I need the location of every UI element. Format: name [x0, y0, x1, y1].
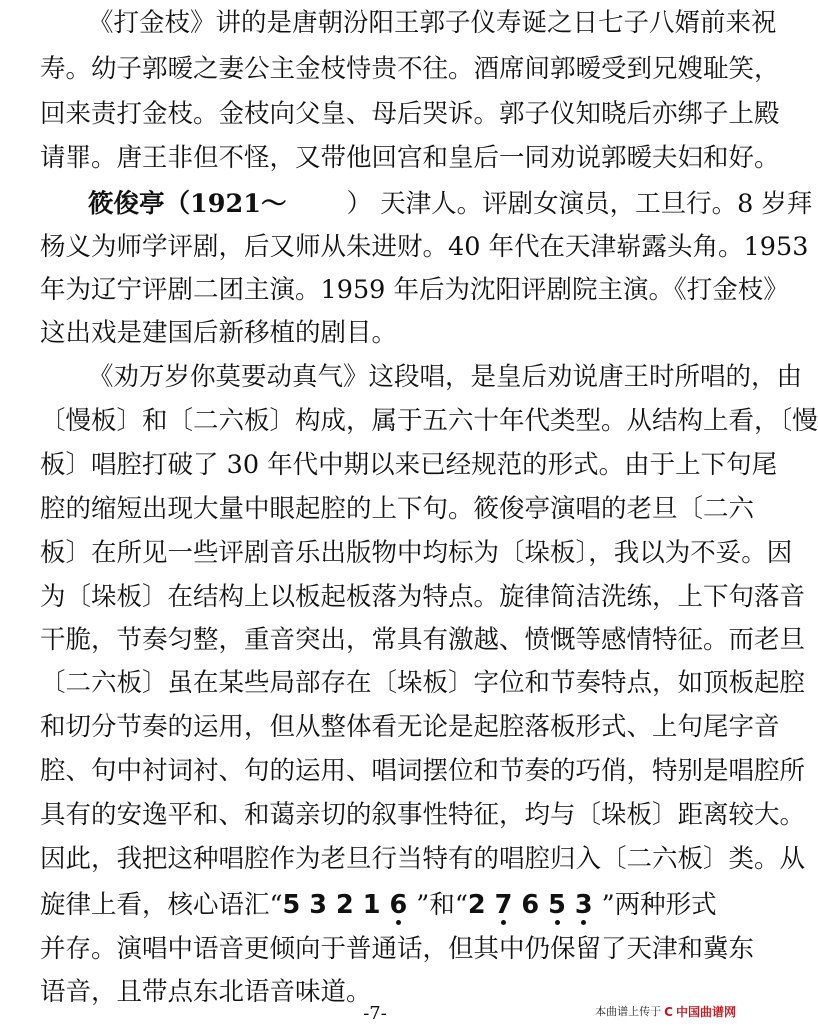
jianpu-digit: 1 [362, 890, 390, 920]
performer-name: 筱俊亭 [88, 189, 165, 219]
jianpu-digit: 5 [548, 890, 575, 920]
text-line: 板〕唱腔打破了 30 年代中期以来已经规范的形式。由于上下句尾 [40, 450, 778, 480]
text-line: 请罪。唐王非但不怪，又带他回宫和皇后一同劝说郭暧夫妇和好。 [40, 143, 780, 173]
motif-27653 [468, 890, 602, 920]
motif-27653-digits [468, 890, 602, 920]
text-line: 寿。幼子郭暧之妻公主金枝恃贵不往。酒席间郭暧受到兄嫂耻笑， [40, 54, 780, 84]
text-line: 这出戏是建国后新移植的剧目。 [40, 318, 398, 348]
text-line: 并存。演唱中语音更倾向于普通话，但其中仍保留了天津和冀东 [40, 934, 755, 964]
motif-53216-digits [283, 890, 417, 920]
performer-years: （1921～ [164, 189, 287, 219]
text-line: 杨义为师学评剧，后又师从朱进财。40 年代在天津崭露头角。1953 [40, 232, 809, 262]
text-line: 腔的缩短出现大量中眼起腔的上下句。筱俊亭演唱的老旦〔二六 [40, 494, 755, 524]
text-line: 《劝万岁你莫要动真气》这段唱，是皇后劝说唐王时所唱的，由 [88, 362, 803, 392]
text-line: 回来责打金枝。金枝向父皇、母后哭诉。郭子仪知晓后亦绑子上殿 [40, 99, 780, 129]
watermark-text: 本曲谱上传于 [595, 1005, 662, 1018]
text-line: 因此，我把这种唱腔作为老旦行当特有的唱腔归入〔二六板〕类。从 [40, 844, 806, 874]
notation-line [40, 888, 730, 922]
text-line: 板〕在所见一些评剧音乐出版物中均标为〔垛板〕，我以为不妥。因 [40, 538, 793, 568]
text-line: 〔慢板〕和〔二六板〕构成，属于五六十年代类型。从结构上看，〔慢 [40, 406, 818, 436]
text-line: 干脆，节奏匀整，重音突出，常具有激越、愤慨等感情特征。而老旦 [40, 625, 806, 655]
jianpu-digit: 2 [336, 890, 363, 920]
site-logo-icon: C [664, 1005, 673, 1019]
jianpu-digit: 3 [574, 890, 602, 920]
jianpu-digit: 5 [282, 890, 310, 920]
jianpu-digit: 7 [494, 890, 522, 920]
text-line: 和切分节奏的运用，但从整体看无论是起腔落板形式、上句尾字音 [40, 712, 780, 742]
text-line: 《打金枝》讲的是唐朝汾阳王郭子仪寿诞之日七子八婿前来祝 [88, 8, 777, 38]
biography-first-line [88, 187, 813, 221]
jianpu-digit: 2 [467, 890, 495, 920]
jianpu-digit: 3 [309, 890, 337, 920]
text-line: 〔二六板〕虽在某些局部存在〔垛板〕字位和节奏特点，如顶板起腔 [40, 668, 806, 698]
text-line: 为〔垛板〕在结构上以板起板落为特点。旋律简洁洗练，上下句落音 [40, 582, 806, 612]
text-line: 年为辽宁评剧二团主演。1959 年后为沈阳评剧院主演。《打金枝》 [40, 275, 789, 305]
notation-tail-text: ”两种形式 [601, 890, 717, 920]
watermark-site: 中国曲谱网 [675, 1005, 736, 1019]
jianpu-digit: 6 [521, 890, 549, 920]
text-line: 腔、句中衬词衬、句的运用、唱词摆位和节奏的巧俏，特别是唱腔所 [40, 756, 806, 786]
site-watermark[interactable] [595, 1003, 736, 1021]
notation-mid-text: ”和“ [416, 890, 468, 920]
text-line: 具有的安逸平和、和蔼亲切的叙事性特征，均与〔垛板〕距离较大。 [40, 800, 806, 830]
page-number: -7- [363, 1003, 387, 1024]
motif-53216 [283, 890, 417, 920]
text-line: 语音，且带点东北语音味道。 [40, 977, 372, 1007]
notation-lead-text: 旋律上看，核心语汇“ [40, 890, 283, 920]
biography-text: ） 天津人。评剧女演员，工旦行。8 岁拜 [346, 189, 813, 219]
jianpu-digit: 6 [389, 890, 417, 920]
